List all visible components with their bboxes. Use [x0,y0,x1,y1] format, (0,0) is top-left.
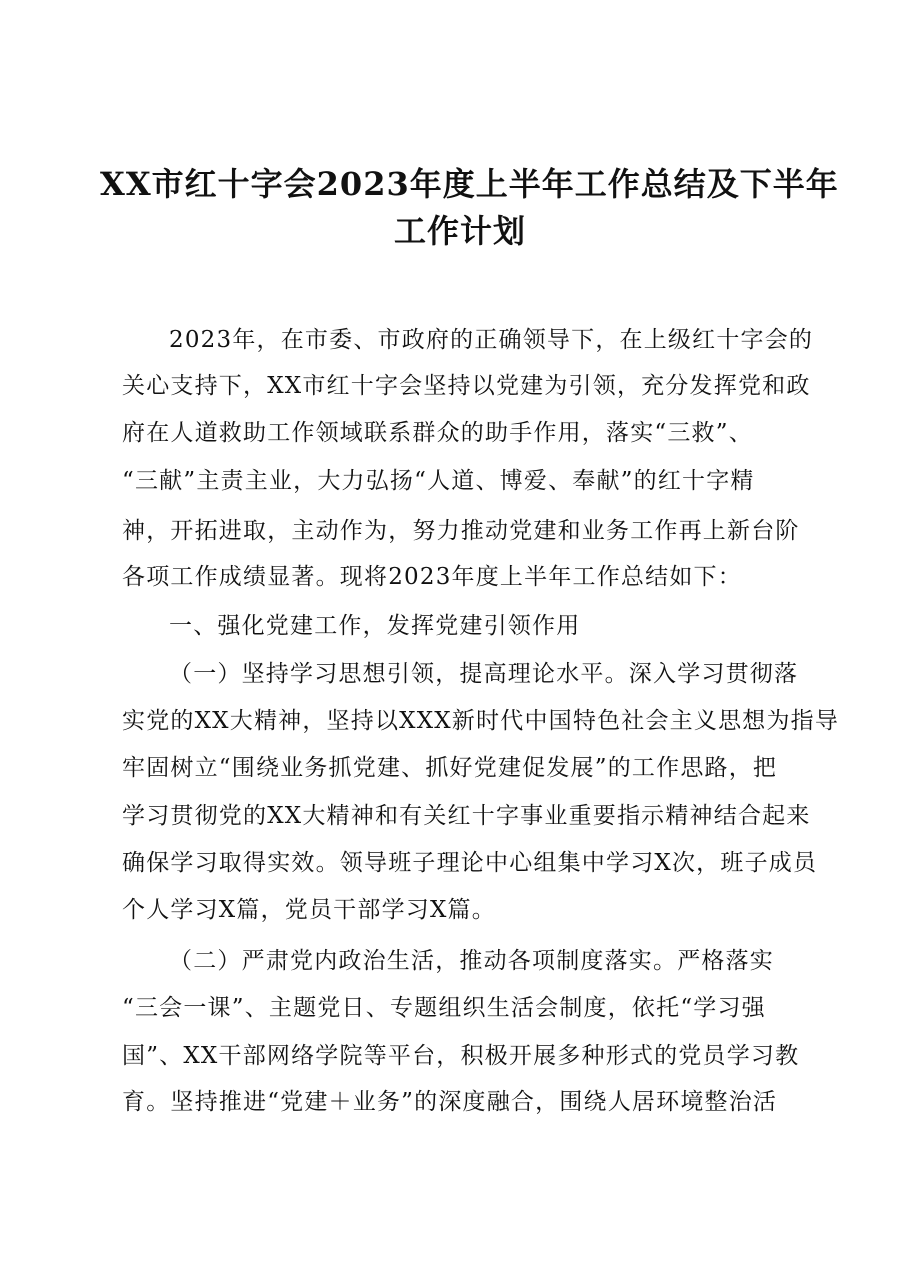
body-line: “三献”主责主业，大力弘扬“人道、博爱、奉献”的红十字精 [122,468,755,494]
body-line: 神，开拓进取，主动作为，努力推动党建和业务工作再上新台阶 [122,518,800,544]
document-title-line-2: 工作计划 [393,212,526,250]
body-line: 实党的XX大精神，坚持以XXX新时代中国特色社会主义思想为指导 [122,708,840,734]
body-line: 2023年，在市委、市政府的正确领导下，在上级红十字会的 [169,327,814,353]
body-line: 国”、XX干部网络学院等平台，积极开展多种形式的党员学习教 [122,1043,800,1069]
body-line: 确保学习取得实效。领导班子理论中心组集中学习X次，班子成员 [122,850,818,876]
body-line: 学习贯彻党的XX大精神和有关红十字事业重要指示精神结合起来 [122,803,811,829]
body-line: （二）严肃党内政治生活，推动各项制度落实。严格落实 [169,948,774,974]
body-line: 各项工作成绩显著。现将2023年度上半年工作总结如下： [122,564,742,590]
body-line: 牢固树立“围绕业务抓党建、抓好党建促发展”的工作思路，把 [122,755,778,781]
body-line: “三会一课”、主题党日、专题组织生活会制度，依托“学习强 [122,995,766,1021]
body-line: 育。坚持推进“党建＋业务”的深度融合，围绕人居环境整治活 [122,1089,778,1115]
body-line: 府在人道救助工作领域联系群众的助手作用，落实“三救”、 [122,420,753,446]
body-line: 个人学习X篇，党员干部学习X篇。 [122,897,496,923]
section-heading-1: 一、强化党建工作，发挥党建引领作用 [169,613,581,639]
body-line: （一）坚持学习思想引领，提高理论水平。深入学习贯彻落 [169,661,799,687]
document-title-line-1: XX市红十字会2023年度上半年工作总结及下半年 [100,165,839,203]
body-line: 关心支持下，XX市红十字会坚持以党建为引领，充分发挥党和政 [122,373,811,399]
